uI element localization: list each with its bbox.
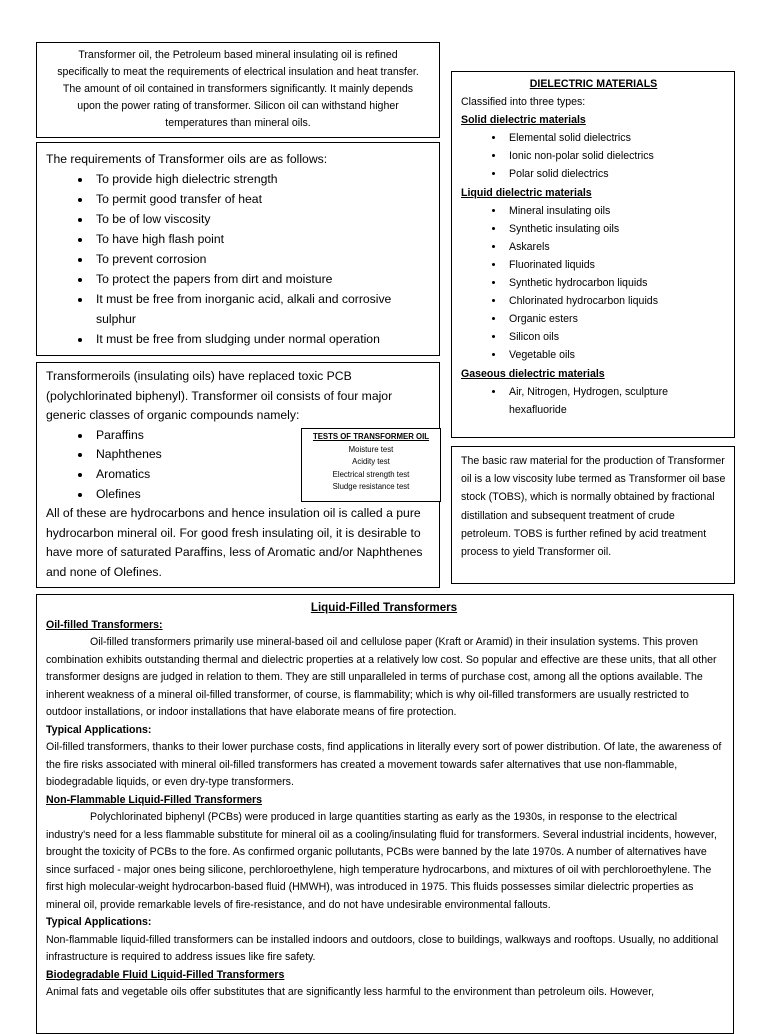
compounds-list	[46, 426, 292, 504]
list-item: • Synthetic hydrocarbon liquids	[505, 274, 726, 292]
test-item: Sludge resistance test	[332, 482, 410, 492]
list-item: • To prevent corrosion	[92, 249, 430, 269]
list-item: • Elemental solid dielectrics	[505, 129, 726, 147]
list-item: • Air, Nitrogen, Hydrogen, sculpture hexafluoride	[505, 383, 726, 419]
test-item: Acidity test	[352, 457, 390, 467]
solid-heading: Solid dielectric materials	[461, 114, 586, 127]
liquid-list	[461, 202, 726, 365]
list-item: • Askarels	[505, 238, 726, 256]
list-item: • To provide high dielectric strength	[92, 169, 430, 189]
list-item: • Olefines	[92, 485, 292, 505]
list-item: • To permit good transfer of heat	[92, 189, 430, 209]
intro-text: Transformer oil, the Petroleum based mineral insulating oil is refined specifically to meat the requirements of electrical insulation and heat transfer. The amount of oil contained in transformers significantly. It mainly depends upon the power rating of transformer. Silicon oil can withstand higher temperatures than mineral oils.	[57, 49, 419, 129]
list-item: • Silicon oils	[505, 328, 726, 346]
applications-text: Oil-filled transformers, thanks to their lower purchase costs, find applications in literally every sort of power distribution. Of late, the awareness of the fire risks associated with mineral oil-filled transformers has created a movement towards safer alternatives that use non-flammable, biodegradable liquids, or even dry-type transformers.	[46, 741, 722, 788]
list-item: • Polar solid dielectrics	[505, 165, 726, 183]
liquid-filled-box	[36, 594, 734, 1034]
requirements-heading: The requirements of Transformer oils are as follows:	[46, 152, 328, 166]
list-item: • It must be free from inorganic acid, alkali and corrosive sulphur	[92, 289, 430, 329]
requirements-box	[36, 142, 440, 356]
applications-text: Non-flammable liquid-filled transformers can be installed indoors and outdoors, close to buildings, walkways and rooftops. Usually, no additional infrastructure is required to address issues like fire safety.	[46, 933, 719, 963]
non-flammable-heading: Non-Flammable Liquid-Filled Transformers	[46, 793, 263, 806]
test-item: Moisture test	[348, 444, 394, 454]
list-item: • Chlorinated hydrocarbon liquids	[505, 292, 726, 310]
dielectric-intro: Classified into three types:	[461, 96, 586, 109]
list-item: • Mineral insulating oils	[505, 202, 726, 220]
biodegradable-text: Animal fats and vegetable oils offer substitutes that are significantly less harmful to the environment than petroleum oils. However,	[46, 986, 655, 998]
list-item: • To have high flash point	[92, 229, 430, 249]
list-item: • Fluorinated liquids	[505, 256, 726, 274]
gas-list	[461, 383, 726, 419]
applications-heading: Typical Applications:	[46, 723, 152, 736]
compounds-conclusion: All of these are hydrocarbons and hence insulation oil is called a pure hydrocarbon mineral oil. For good fresh insulating oil, it is desirable to have more of saturated Paraffins, less of Aromatic and/or Naphthenes and none of Olefines.	[46, 506, 423, 579]
list-item: • It must be free from sludging under normal operation	[92, 329, 430, 349]
tests-title: TESTS OF TRANSFORMER OIL	[312, 432, 430, 441]
list-item: • Organic esters	[505, 310, 726, 328]
list-item: • Ionic non-polar solid dielectrics	[505, 147, 726, 165]
list-item: • Aromatics	[92, 465, 292, 485]
list-item: • Vegetable oils	[505, 346, 726, 364]
dielectric-box	[451, 71, 735, 438]
list-item: • Paraffins	[92, 426, 292, 446]
list-item: • To protect the papers from dirt and moisture	[92, 269, 430, 289]
test-item: Electrical strength test	[332, 469, 410, 479]
applications-heading: Typical Applications:	[46, 916, 152, 928]
liquid-heading: Liquid dielectric materials	[461, 186, 592, 199]
oil-filled-heading: Oil-filled Transformers:	[46, 618, 163, 631]
list-item: • To be of low viscosity	[92, 209, 430, 229]
gas-heading: Gaseous dielectric materials	[461, 367, 605, 380]
dielectric-title: DIELECTRIC MATERIALS	[529, 78, 658, 90]
list-item: • Naphthenes	[92, 445, 292, 465]
biodegradable-heading: Biodegradable Fluid Liquid-Filled Transformers	[46, 968, 285, 981]
raw-material-text: The basic raw material for the production of Transformer oil is a low viscosity lube termed as Transformer oil base stock (TOBS), which is normally obtained by fractional distillation and subsequent treatment of crude petroleum. TOBS is further refined by acid treatment process to yield Transformer oil.	[461, 455, 726, 559]
oil-filled-text: Oil-filled transformers primarily use mineral-based oil and cellulose paper (Kraft or Aramid) in their insulation systems. This proven combination exhibits outstanding thermal and dielectric properties at a relatively low cost. So popular and effective are these units, that all other transformer designs are judged in relation to them. They are still unparalleled in terms of purchase cost, among all the options available. The inherent weakness of a mineral oil-filled transformer, of course, is flammability; which is why oil-filled transformers are usually restricted to outdoor installations, or indoor installations that have elaborate means of fire protection.	[46, 636, 717, 718]
tests-box	[301, 428, 441, 502]
list-item: • Synthetic insulating oils	[505, 220, 726, 238]
liquid-filled-title: Liquid-Filled Transformers	[310, 601, 458, 614]
non-flammable-text: Polychlorinated biphenyl (PCBs) were produced in large quantities starting as early as the 1930s, in response to the electrical industry's need for a less flammable substitute for mineral oil as a cooling/insulating fluid for transformers. Several industrial incidents, however, brought the toxicity of PCBs to the fore. As confirmed organic pollutants, PCBs were banned by the late 1970s. A number of alternatives have since surfaced - major ones being silicone, perchloroethylene, high temperature hydrocarbons, and mixtures of oil with perchloroethylene. The first high molecular-weight hydrocarbon-based fluid (HMWH), was introduced in 1975. This fluids possesses similar dielectric properties as mineral oil, provide remarkable levels of fire-resistance, and do not have undesirable environmental fallouts.	[46, 811, 717, 911]
intro-box	[36, 42, 440, 138]
compounds-intro: Transformeroils (insulating oils) have replaced toxic PCB (polychlorinated biphenyl). Transformer oil consists of four major generic classes of organic compounds namely:	[46, 369, 393, 423]
solid-list	[461, 129, 726, 183]
raw-material-box	[451, 446, 735, 584]
requirements-list	[46, 169, 430, 349]
